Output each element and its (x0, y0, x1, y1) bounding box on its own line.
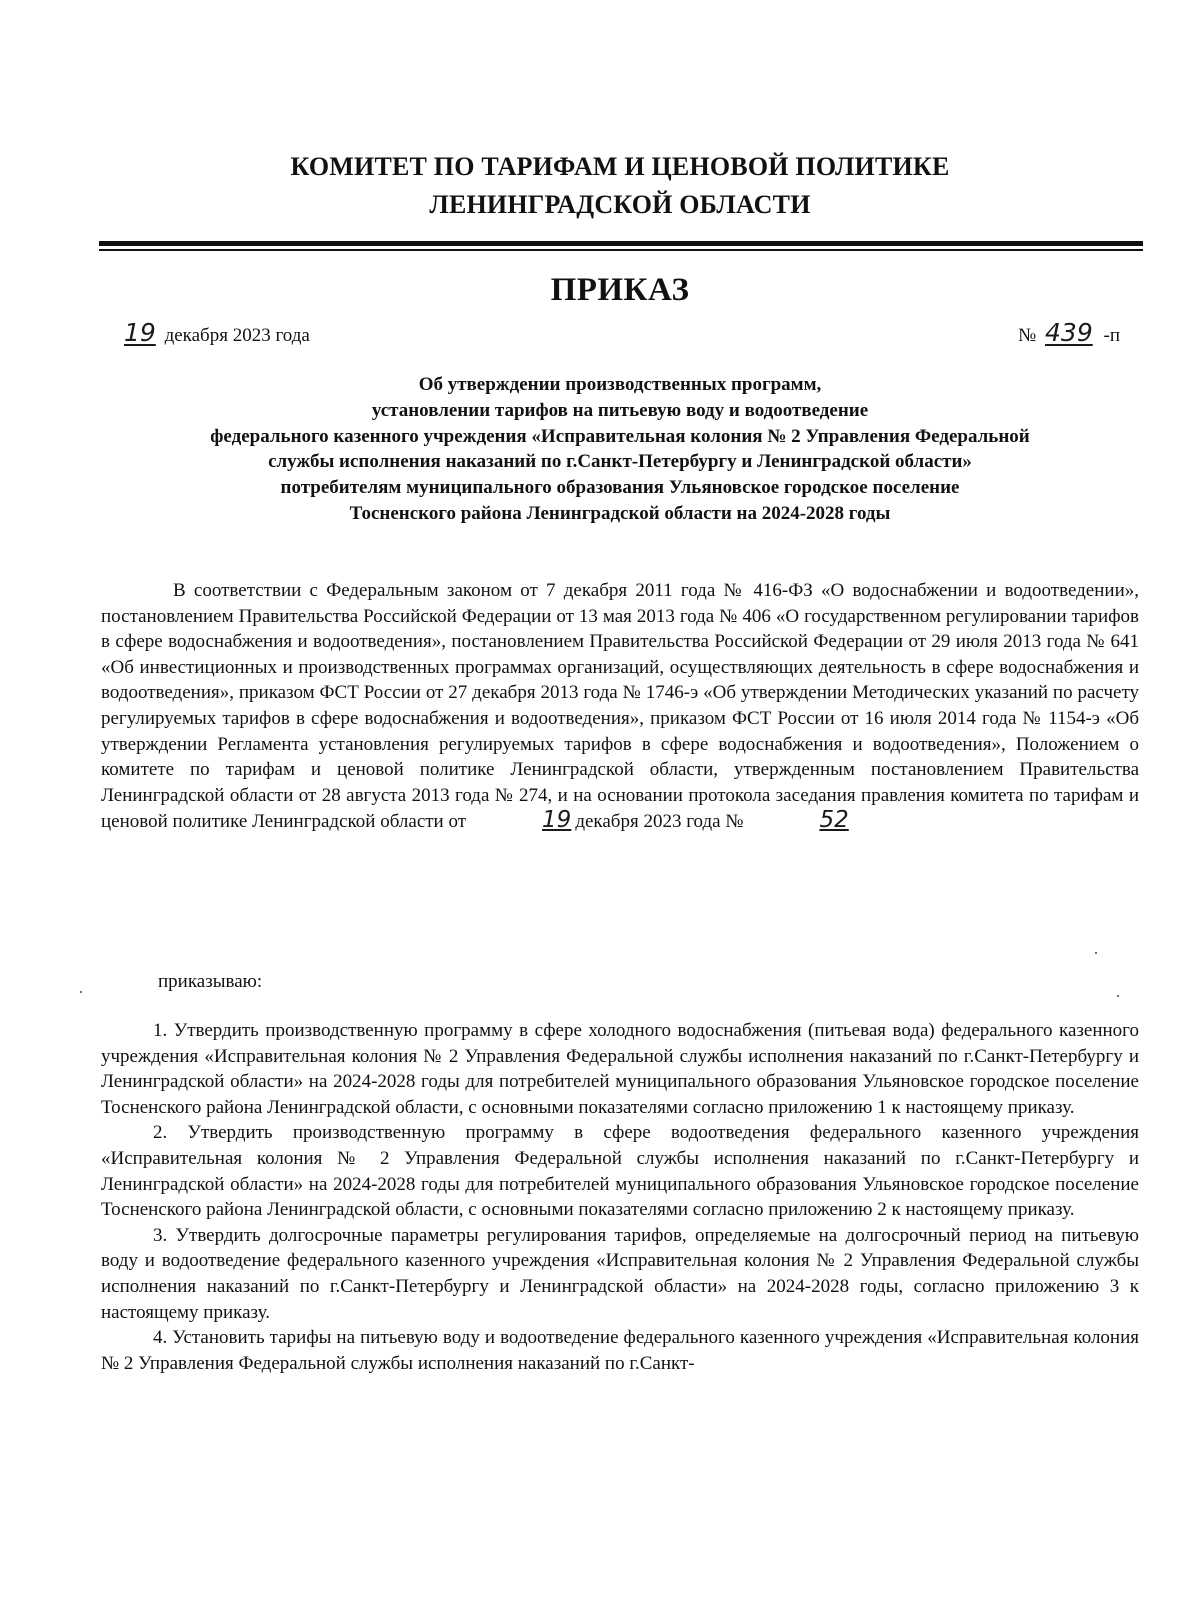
document-title: ПРИКАЗ (550, 272, 690, 308)
scan-speck (1117, 995, 1119, 997)
handwritten-protocol-day: 19 (542, 807, 572, 834)
subject-line: установлении тарифов на питьевую воду и водоотведение (371, 399, 869, 421)
order-item-4: 4. Установить тарифы на питьевую воду и водоотведение федерального казенного учреждения «Исправительная колония № 2 Управления Федеральной службы исполнения наказаний по г.Санкт- (101, 1327, 1139, 1374)
subject-line: потребителям муниципального образования Ульяновское городское поселение (280, 477, 960, 499)
header-divider-thin (99, 249, 1143, 251)
order-items (101, 1018, 1139, 1376)
scan-speck (1095, 952, 1097, 954)
order-item-3: 3. Утвердить долгосрочные параметры регулирования тарифов, определяемые на долгосрочный период на питьевую воду и водоотведение федерального казенного учреждения «Исправительная колония № 2 Управления Федеральной службы исполнения наказаний по г.Санкт-Петербургу и Ленинградской области» на 2024-2028 годы, согласно приложению 3 к настоящему приказу. (101, 1224, 1139, 1323)
number-suffix: -п (1103, 325, 1120, 346)
header-divider-thick (99, 241, 1143, 246)
document-number (1018, 318, 1120, 351)
date-text: декабря 2023 года (164, 325, 310, 346)
document-subject (95, 372, 1145, 527)
org-name-line-1: КОМИТЕТ ПО ТАРИФАМ И ЦЕНОВОЙ ПОЛИТИКЕ (290, 152, 950, 181)
organization-header (0, 148, 1200, 224)
scan-speck (80, 991, 82, 993)
subject-line: Об утверждении производственных программ, (418, 374, 822, 395)
handwritten-protocol-number: 52 (819, 807, 849, 834)
handwritten-date-day: 19 (124, 318, 156, 347)
subject-line: Тосненского района Ленинградской области на 2024-2028 годы (349, 502, 891, 524)
number-prefix: № (1018, 325, 1037, 346)
subject-line: федерального казенного учреждения «Исправительная колония № 2 Управления Федеральной (210, 425, 1030, 447)
order-word: приказываю: (158, 971, 263, 992)
preamble-text-main: В соответствии с Федеральным законом от 7 декабря 2011 года № 416-ФЗ «О водоснабжении и водоотведении», постановлением Правительства Российской Федерации от 13 мая 2013 года № 406 «О государственном регулировании тарифов в сфере водоснабжения и водоотведения», постановлением Правительства Российской Федерации от 29 июля 2013 года № 641 «Об инвестиционных и производственных программах организаций, осуществляющих деятельность в сфере водоснабжения и водоотведения», приказом ФСТ России от 27 декабря 2013 года № 1746-э «Об утверждении Методических указаний по расчету регулируемых тарифов в сфере водоснабжения и водоотведения», приказом ФСТ России от 16 июля 2014 года № 1154-э «Об утверждении Регламента установления регулируемых тарифов в сфере водоснабжения и водоотведения», Положением о комитете по тарифам и ценовой политике Ленинградской области, утвержденным постановлением Правительства Ленинградской области от 28 августа 2013 года № 274, и на основании протокола заседания правления комитета по тарифам и ценовой политике Ленинградской области от (101, 580, 1139, 833)
preamble-paragraph (101, 578, 1139, 835)
preamble-text-date: декабря 2023 года № (575, 811, 744, 833)
subject-line: службы исполнения наказаний по г.Санкт-Петербургу и Ленинградской области» (268, 451, 972, 473)
order-item-1: 1. Утвердить производственную программу в сфере холодного водоснабжения (питьевая вода) федерального казенного учреждения «Исправительная колония № 2 Управления Федеральной службы исполнения наказаний по г.Санкт-Петербургу и Ленинградской области» на 2024-2028 годы для потребителей муниципального образования Ульяновское городское поселение Тосненского района Ленинградской области, с основными показателями согласно приложению 1 к настоящему приказу. (101, 1020, 1139, 1118)
document-date (124, 318, 310, 351)
handwritten-document-number: 439 (1045, 318, 1093, 347)
org-name-line-2: ЛЕНИНГРАДСКОЙ ОБЛАСТИ (429, 190, 811, 219)
preamble-text (101, 578, 1139, 835)
order-item-2: 2. Утвердить производственную программу в сфере водоотведения федерального казенного учреждения «Исправительная колония № 2 Управления Федеральной службы исполнения наказаний по г.Санкт-Петербургу и Ленинградской области» на 2024-2028 годы для потребителей муниципального образования Ульяновское городское поселение Тосненского района Ленинградской области, с основными показателями согласно приложению 2 к настоящему приказу. (101, 1122, 1139, 1221)
